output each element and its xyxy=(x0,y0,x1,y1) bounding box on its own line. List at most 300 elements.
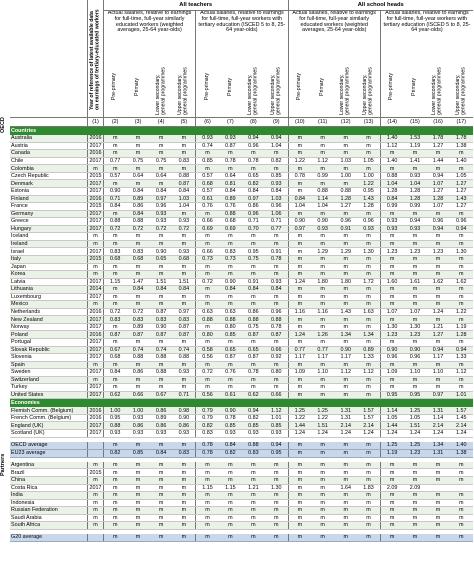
table-cell: 1.12 xyxy=(311,157,334,165)
table-cell: 1.31 xyxy=(427,449,450,457)
table-cell: m xyxy=(334,462,357,469)
table-cell: m xyxy=(357,142,380,150)
table-cell: m xyxy=(403,210,426,218)
table-cell: m xyxy=(265,499,288,507)
table-cell: m xyxy=(380,233,403,241)
table-cell: 1.04 xyxy=(380,180,403,188)
table-cell: m xyxy=(126,534,149,542)
table-cell: 0.73 xyxy=(196,255,219,263)
table-cell: m xyxy=(126,293,149,301)
table-cell: m xyxy=(219,165,242,173)
table-cell: 0.61 xyxy=(196,195,219,203)
table-cell: m xyxy=(380,150,403,158)
table-cell: 1.27 xyxy=(334,203,357,211)
table-cell: 0.86 xyxy=(173,422,196,430)
table-cell: 0.96 xyxy=(357,218,380,226)
table-cell: 0.89 xyxy=(150,414,173,422)
table-cell: 0.97 xyxy=(242,195,265,203)
table-cell: m xyxy=(427,361,450,369)
table-cell: m xyxy=(334,338,357,346)
table-cell: 0.77 xyxy=(103,157,126,165)
table-cell: 0.72 xyxy=(196,369,219,377)
table-cell: m xyxy=(242,462,265,469)
table-cell: 0.83 xyxy=(242,449,265,457)
table-cell: 0.97 xyxy=(150,195,173,203)
table-cell: 0.96 xyxy=(334,218,357,226)
table-cell: m xyxy=(173,142,196,150)
table-cell: 1.30 xyxy=(265,484,288,492)
table-cell: m xyxy=(196,499,219,507)
table-cell: 1.24 xyxy=(450,429,473,437)
table-row xyxy=(10,225,473,233)
table-cell: m xyxy=(357,135,380,142)
table-cell: 1.10 xyxy=(403,369,426,377)
table-row xyxy=(10,316,473,324)
table-cell: 1.04 xyxy=(173,203,196,211)
table-cell: m xyxy=(88,233,104,241)
section-header-economies: Economies xyxy=(10,399,473,408)
table-cell: m xyxy=(357,507,380,515)
table-cell: m xyxy=(357,338,380,346)
table-cell: m xyxy=(380,338,403,346)
table-cell: m xyxy=(150,233,173,241)
table-cell: 2017 xyxy=(89,484,102,491)
table-cell: m xyxy=(88,271,104,279)
table-cell: 0.76 xyxy=(219,369,242,377)
table-cell: 1.24 xyxy=(311,429,334,437)
table-cell: m xyxy=(265,165,288,173)
table-cell: m xyxy=(357,301,380,309)
table-cell: 1.51 xyxy=(311,422,334,430)
table-cell: 0.67 xyxy=(150,391,173,399)
table-cell: 1.51 xyxy=(403,422,426,430)
table-cell: 0.66 xyxy=(265,346,288,354)
table-cell: 2017 xyxy=(89,369,102,376)
table-cell: m xyxy=(219,507,242,515)
table-cell: m xyxy=(88,263,104,271)
table-cell: m xyxy=(427,477,450,485)
table-cell: m xyxy=(357,293,380,301)
table-cell: m xyxy=(173,135,196,142)
level-header: Lower secondary, general programmes xyxy=(339,67,351,115)
table-cell: 0.93 xyxy=(150,210,173,218)
table-cell: m xyxy=(103,301,126,309)
table-cell: m xyxy=(242,165,265,173)
table-cell: m xyxy=(126,338,149,346)
table-cell: 1.57 xyxy=(450,407,473,414)
table-cell: m xyxy=(103,499,126,507)
table-cell: 0.96 xyxy=(450,218,473,226)
column-number: (1) xyxy=(88,118,104,127)
table-cell: 1.05 xyxy=(357,157,380,165)
table-cell: m xyxy=(126,522,149,530)
table-cell: m xyxy=(311,391,334,399)
table-cell: m xyxy=(380,469,403,477)
table-cell: 1.09 xyxy=(380,369,403,377)
table-cell: 2017 xyxy=(89,354,102,361)
table-cell: m xyxy=(88,165,104,173)
table-cell: 1.30 xyxy=(450,248,473,256)
table-cell: 0.93 xyxy=(196,135,219,142)
table-cell: 0.67 xyxy=(103,346,126,354)
table-cell: m xyxy=(265,507,288,515)
table-cell: 1.05 xyxy=(403,414,426,422)
table-cell: m xyxy=(242,150,265,158)
table-cell: 1.57 xyxy=(357,407,380,414)
table-cell: 0.75 xyxy=(242,323,265,331)
table-cell: m xyxy=(288,233,311,241)
table-cell: 2017 xyxy=(89,248,102,255)
table-cell: m xyxy=(103,534,126,542)
table-cell: m xyxy=(173,301,196,309)
column-number: (5) xyxy=(173,118,196,127)
table-cell: 1.04 xyxy=(265,142,288,150)
table-cell: m xyxy=(196,462,219,469)
table-cell: 1.64 xyxy=(334,484,357,492)
table-cell: m xyxy=(427,514,450,522)
table-cell: 0.69 xyxy=(219,225,242,233)
table-cell: m xyxy=(403,263,426,271)
table-cell: m xyxy=(311,210,334,218)
table-cell: m xyxy=(427,240,450,248)
table-cell: m xyxy=(219,534,242,542)
table-cell: m xyxy=(427,301,450,309)
table-cell: m xyxy=(427,384,450,392)
table-cell: 0.97 xyxy=(173,308,196,316)
table-cell: m xyxy=(380,301,403,309)
table-cell: 2016 xyxy=(89,135,102,142)
table-cell: m xyxy=(334,263,357,271)
table-cell: m xyxy=(103,514,126,522)
table-cell: m xyxy=(403,522,426,530)
table-cell: m xyxy=(311,233,334,241)
table-cell: 2015 xyxy=(89,173,102,180)
subheader-heads-tertiary: Actual salaries, relative to earnings for full-time, full-year workers with tertiary education (ISCED 5 to 8, 25-64 year-olds) xyxy=(380,11,473,60)
table-cell: 1.44 xyxy=(288,422,311,430)
row-label: Mexico xyxy=(10,301,88,309)
column-number: (12) xyxy=(334,118,357,127)
table-cell: 0.84 xyxy=(219,188,242,196)
table-cell: m xyxy=(126,507,149,515)
table-cell: m xyxy=(288,376,311,384)
table-cell: m xyxy=(265,469,288,477)
table-cell: m xyxy=(196,301,219,309)
row-label: Portugal xyxy=(10,338,88,346)
level-header: Pre-primary xyxy=(103,59,126,118)
table-cell: m xyxy=(196,271,219,279)
table-cell: 0.88 xyxy=(242,442,265,450)
table-row xyxy=(10,286,473,294)
table-row xyxy=(10,422,473,430)
table-row xyxy=(10,522,473,530)
table-cell: 1.28 xyxy=(334,195,357,203)
table-cell: m xyxy=(242,492,265,500)
table-cell: 0.66 xyxy=(126,391,149,399)
table-cell: m xyxy=(450,286,473,294)
table-cell: m xyxy=(173,477,196,485)
table-cell: 0.78 xyxy=(288,172,311,180)
table-cell: m xyxy=(126,165,149,173)
table-cell: 1.21 xyxy=(242,484,265,492)
table-cell: m xyxy=(126,263,149,271)
table-cell: 1.25 xyxy=(380,442,403,450)
table-cell: m xyxy=(103,361,126,369)
table-cell: 0.90 xyxy=(380,346,403,354)
table-row xyxy=(10,210,473,218)
table-cell: 0.97 xyxy=(427,391,450,399)
table-cell: m xyxy=(311,271,334,279)
table-cell: 1.17 xyxy=(288,354,311,362)
row-label: Flemish Comm. (Belgium) xyxy=(10,407,88,414)
table-cell: 0.62 xyxy=(103,391,126,399)
level-header: Upper secondary, general programmes xyxy=(361,67,374,115)
table-cell: 0.93 xyxy=(173,369,196,377)
table-cell: m xyxy=(88,301,104,309)
table-cell: m xyxy=(196,522,219,530)
table-cell: m xyxy=(219,499,242,507)
table-cell: 1.62 xyxy=(427,278,450,286)
table-cell: 1.83 xyxy=(357,484,380,492)
table-row xyxy=(10,150,473,158)
table-cell: 1.04 xyxy=(403,180,426,188)
table-cell: m xyxy=(427,499,450,507)
table-cell: 2017 xyxy=(89,188,102,195)
table-cell: m xyxy=(103,469,126,477)
table-cell: m xyxy=(242,271,265,279)
table-cell xyxy=(450,484,473,492)
table-cell: m xyxy=(150,361,173,369)
table-cell: 0.82 xyxy=(103,449,126,457)
table-cell: m xyxy=(173,165,196,173)
table-cell: m xyxy=(427,210,450,218)
table-cell: 1.53 xyxy=(403,135,426,142)
table-cell: 2017 xyxy=(89,293,102,300)
table-cell: 0.63 xyxy=(196,308,219,316)
table-cell: 0.68 xyxy=(103,354,126,362)
table-cell: 0.89 xyxy=(219,195,242,203)
table-cell: m xyxy=(103,507,126,515)
table-cell: 1.24 xyxy=(288,331,311,339)
table-cell: m xyxy=(427,462,450,469)
table-cell: m xyxy=(288,514,311,522)
table-cell: 2017 xyxy=(89,278,102,285)
table-cell: 0.87 xyxy=(242,354,265,362)
table-cell: 1.28 xyxy=(403,188,426,196)
table-cell: 0.83 xyxy=(219,248,242,256)
column-number: (6) xyxy=(196,118,219,127)
year-column-header: Year of reference of latest available data on earnings of tertiary-educated workers xyxy=(88,0,104,118)
row-label: Czech Republic xyxy=(10,172,88,180)
table-cell: m xyxy=(103,484,126,492)
table-cell: m xyxy=(88,240,104,248)
table-cell: 1.28 xyxy=(427,195,450,203)
table-cell: 0.82 xyxy=(265,157,288,165)
table-cell: m xyxy=(265,462,288,469)
table-row xyxy=(10,218,473,226)
table-cell: 0.91 xyxy=(242,278,265,286)
table-cell: m xyxy=(126,384,149,392)
table-cell: m xyxy=(265,534,288,542)
table-cell: m xyxy=(288,361,311,369)
table-cell: m xyxy=(219,301,242,309)
table-cell: 1.15 xyxy=(103,278,126,286)
table-cell: 0.84 xyxy=(150,188,173,196)
table-cell: 0.71 xyxy=(103,195,126,203)
table-cell: 0.93 xyxy=(173,248,196,256)
table-cell: m xyxy=(311,492,334,500)
table-cell: 1.15 xyxy=(219,484,242,492)
row-label: Korea xyxy=(10,271,88,279)
table-cell: m xyxy=(334,286,357,294)
table-cell: 1.62 xyxy=(450,278,473,286)
table-cell: m xyxy=(88,361,104,369)
table-cell: 0.84 xyxy=(173,188,196,196)
table-cell: m xyxy=(126,484,149,492)
table-cell: m xyxy=(265,338,288,346)
table-cell: m xyxy=(196,361,219,369)
table-cell: 0.93 xyxy=(242,429,265,437)
table-cell: m xyxy=(242,301,265,309)
level-header: Pre-primary xyxy=(380,59,403,118)
table-cell: 0.78 xyxy=(219,414,242,422)
table-cell: 0.88 xyxy=(242,316,265,324)
table-cell: 0.88 xyxy=(311,188,334,196)
table-cell xyxy=(427,484,450,492)
row-label: Canada xyxy=(10,150,88,158)
table-cell: 0.85 xyxy=(242,422,265,430)
table-cell: 0.94 xyxy=(427,225,450,233)
table-cell: 1.25 xyxy=(403,442,426,450)
table-cell: m xyxy=(219,469,242,477)
table-row xyxy=(10,142,473,150)
table-cell: 0.80 xyxy=(219,323,242,331)
table-cell: 0.75 xyxy=(126,157,149,165)
table-cell: m xyxy=(265,477,288,485)
table-cell: 1.17 xyxy=(311,354,334,362)
table-cell: 0.87 xyxy=(265,331,288,339)
table-cell: m xyxy=(219,376,242,384)
column-number: (9) xyxy=(265,118,288,127)
table-cell: 1.05 xyxy=(380,414,403,422)
table-cell: 0.86 xyxy=(150,422,173,430)
table-cell: 2017 xyxy=(89,158,102,165)
table-cell: m xyxy=(242,507,265,515)
table-cell: m xyxy=(219,522,242,530)
table-cell: m xyxy=(450,301,473,309)
table-cell: m xyxy=(265,376,288,384)
table-cell: 1.38 xyxy=(450,449,473,457)
table-cell: 0.94 xyxy=(265,442,288,450)
table-cell: 1.25 xyxy=(311,407,334,414)
table-cell: 0.93 xyxy=(265,180,288,188)
table-cell: m xyxy=(150,534,173,542)
table-cell: m xyxy=(173,376,196,384)
table-cell: m xyxy=(288,522,311,530)
table-cell: m xyxy=(150,499,173,507)
table-cell: m xyxy=(403,271,426,279)
table-cell: 0.84 xyxy=(219,286,242,294)
table-cell: 0.61 xyxy=(219,391,242,399)
table-cell: 2016 xyxy=(89,195,102,202)
table-cell: 0.84 xyxy=(150,286,173,294)
table-cell: 0.96 xyxy=(242,210,265,218)
table-cell: 0.88 xyxy=(196,316,219,324)
table-cell: 0.56 xyxy=(196,354,219,362)
table-row xyxy=(10,442,473,450)
table-cell: m xyxy=(196,534,219,542)
table-cell: m xyxy=(173,271,196,279)
table-cell: m xyxy=(427,263,450,271)
level-header: Upper secondary, general programmes xyxy=(177,67,189,115)
table-cell: m xyxy=(150,492,173,500)
table-cell: 0.96 xyxy=(265,308,288,316)
table-cell: 0.89 xyxy=(126,323,149,331)
table-cell: m xyxy=(242,233,265,241)
table-cell: 0.63 xyxy=(219,308,242,316)
table-cell: m xyxy=(173,361,196,369)
table-cell: m xyxy=(311,135,334,142)
table-cell: 0.84 xyxy=(288,195,311,203)
table-cell: 0.99 xyxy=(380,203,403,211)
table-cell: m xyxy=(265,293,288,301)
table-cell: 0.90 xyxy=(311,218,334,226)
table-cell: 0.96 xyxy=(380,354,403,362)
table-cell: m xyxy=(126,514,149,522)
table-cell: 1.16 xyxy=(288,308,311,316)
table-cell: m xyxy=(357,286,380,294)
table-row xyxy=(10,346,473,354)
table-row xyxy=(10,308,473,316)
table-cell: 1.04 xyxy=(288,203,311,211)
table-cell: 1.33 xyxy=(357,354,380,362)
table-cell: 1.78 xyxy=(427,135,450,142)
table-cell: 1.06 xyxy=(265,210,288,218)
table-cell: 2017 xyxy=(89,218,102,225)
table-cell: 1.12 xyxy=(380,142,403,150)
table-cell: m xyxy=(427,507,450,515)
table-cell: 0.94 xyxy=(450,346,473,354)
table-cell: 1.31 xyxy=(427,407,450,414)
table-cell: m xyxy=(196,492,219,500)
table-cell: m xyxy=(126,376,149,384)
table-cell: m xyxy=(126,135,149,142)
table-cell: 0.72 xyxy=(150,225,173,233)
row-label: Greece xyxy=(10,218,88,226)
table-cell: 2015 xyxy=(89,469,102,476)
table-cell: m xyxy=(357,263,380,271)
table-cell: 0.84 xyxy=(126,188,149,196)
table-cell: 0.98 xyxy=(173,407,196,414)
table-cell: 0.87 xyxy=(219,354,242,362)
table-cell: m xyxy=(288,477,311,485)
table-cell: 0.68 xyxy=(173,255,196,263)
table-row xyxy=(10,301,473,309)
row-label: Israel xyxy=(10,248,88,256)
table-cell: 0.84 xyxy=(265,188,288,196)
level-header: Lower secondary, general programmes xyxy=(246,67,259,115)
table-cell: m xyxy=(380,514,403,522)
table-cell: 0.83 xyxy=(126,248,149,256)
table-cell: 0.83 xyxy=(173,157,196,165)
table-row xyxy=(10,165,473,173)
row-label: Australia xyxy=(10,135,88,142)
table-cell: 1.51 xyxy=(173,278,196,286)
column-number: (2) xyxy=(103,118,126,127)
table-cell: 0.72 xyxy=(126,308,149,316)
table-cell: 1.05 xyxy=(450,172,473,180)
table-cell: m xyxy=(311,507,334,515)
table-cell: m xyxy=(334,301,357,309)
